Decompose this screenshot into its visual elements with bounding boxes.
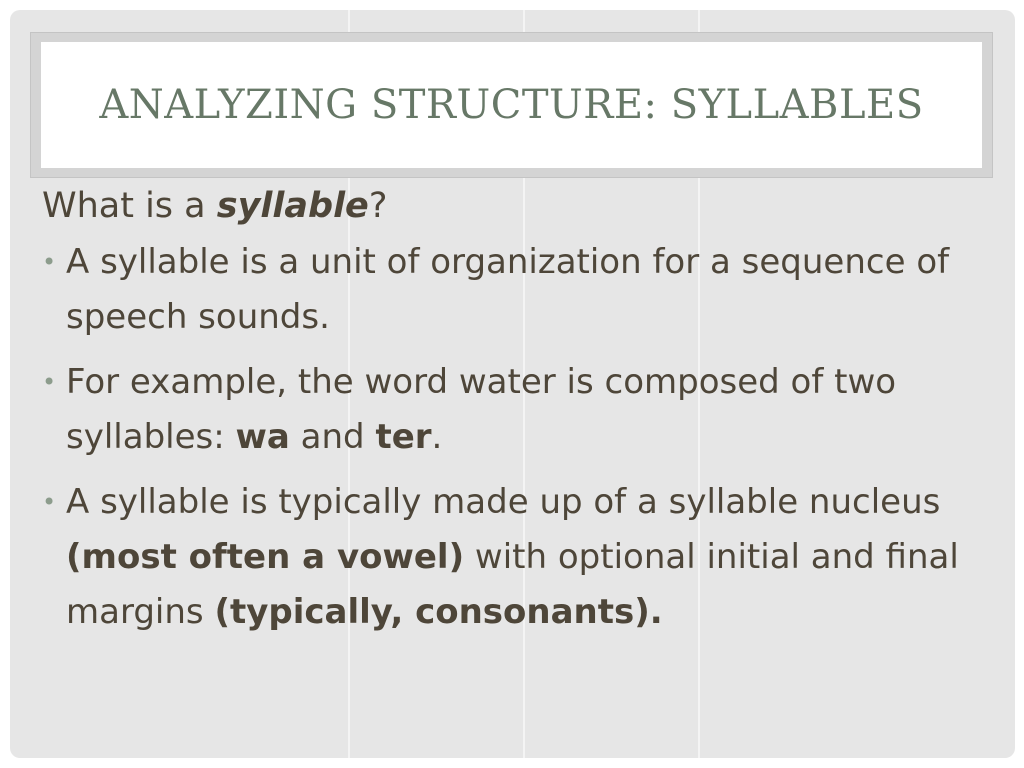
- bullet-icon: •: [42, 488, 57, 516]
- bullet-list: [42, 235, 1007, 640]
- intro-emphasis: syllable: [216, 186, 369, 226]
- bullet-icon: •: [42, 248, 57, 276]
- bullet-text: For example, the word water is composed of two syllables:: [66, 362, 897, 457]
- bullet-bold-term: (typically, consonants).: [214, 592, 663, 632]
- bullet-item: [42, 355, 1007, 465]
- slide-body: [42, 180, 1007, 650]
- bullet-text: .: [431, 417, 443, 457]
- bullet-text: with optional initial and final margins: [66, 537, 959, 632]
- title-frame: [30, 32, 993, 178]
- bullet-icon: •: [42, 368, 57, 396]
- intro-suffix: ?: [368, 186, 388, 226]
- bullet-bold-term: ter: [375, 417, 432, 457]
- intro-prefix: What is a: [42, 186, 217, 226]
- bullet-bold-term: (most often a vowel): [66, 537, 465, 577]
- slide-title: ANALYZING STRUCTURE: SYLLABLES: [99, 82, 924, 128]
- bullet-item: [42, 235, 1007, 345]
- intro-question: [42, 180, 1007, 232]
- bullet-text: A syllable is typically made up of a syllable nucleus: [66, 482, 941, 522]
- bullet-text: A syllable is a unit of organization for a sequence of speech sounds.: [66, 242, 950, 337]
- title-box: [41, 42, 982, 168]
- bullet-bold-term: wa: [235, 417, 290, 457]
- bullet-text: and: [289, 417, 376, 457]
- bullet-item: [42, 475, 1007, 640]
- slide: [10, 10, 1015, 758]
